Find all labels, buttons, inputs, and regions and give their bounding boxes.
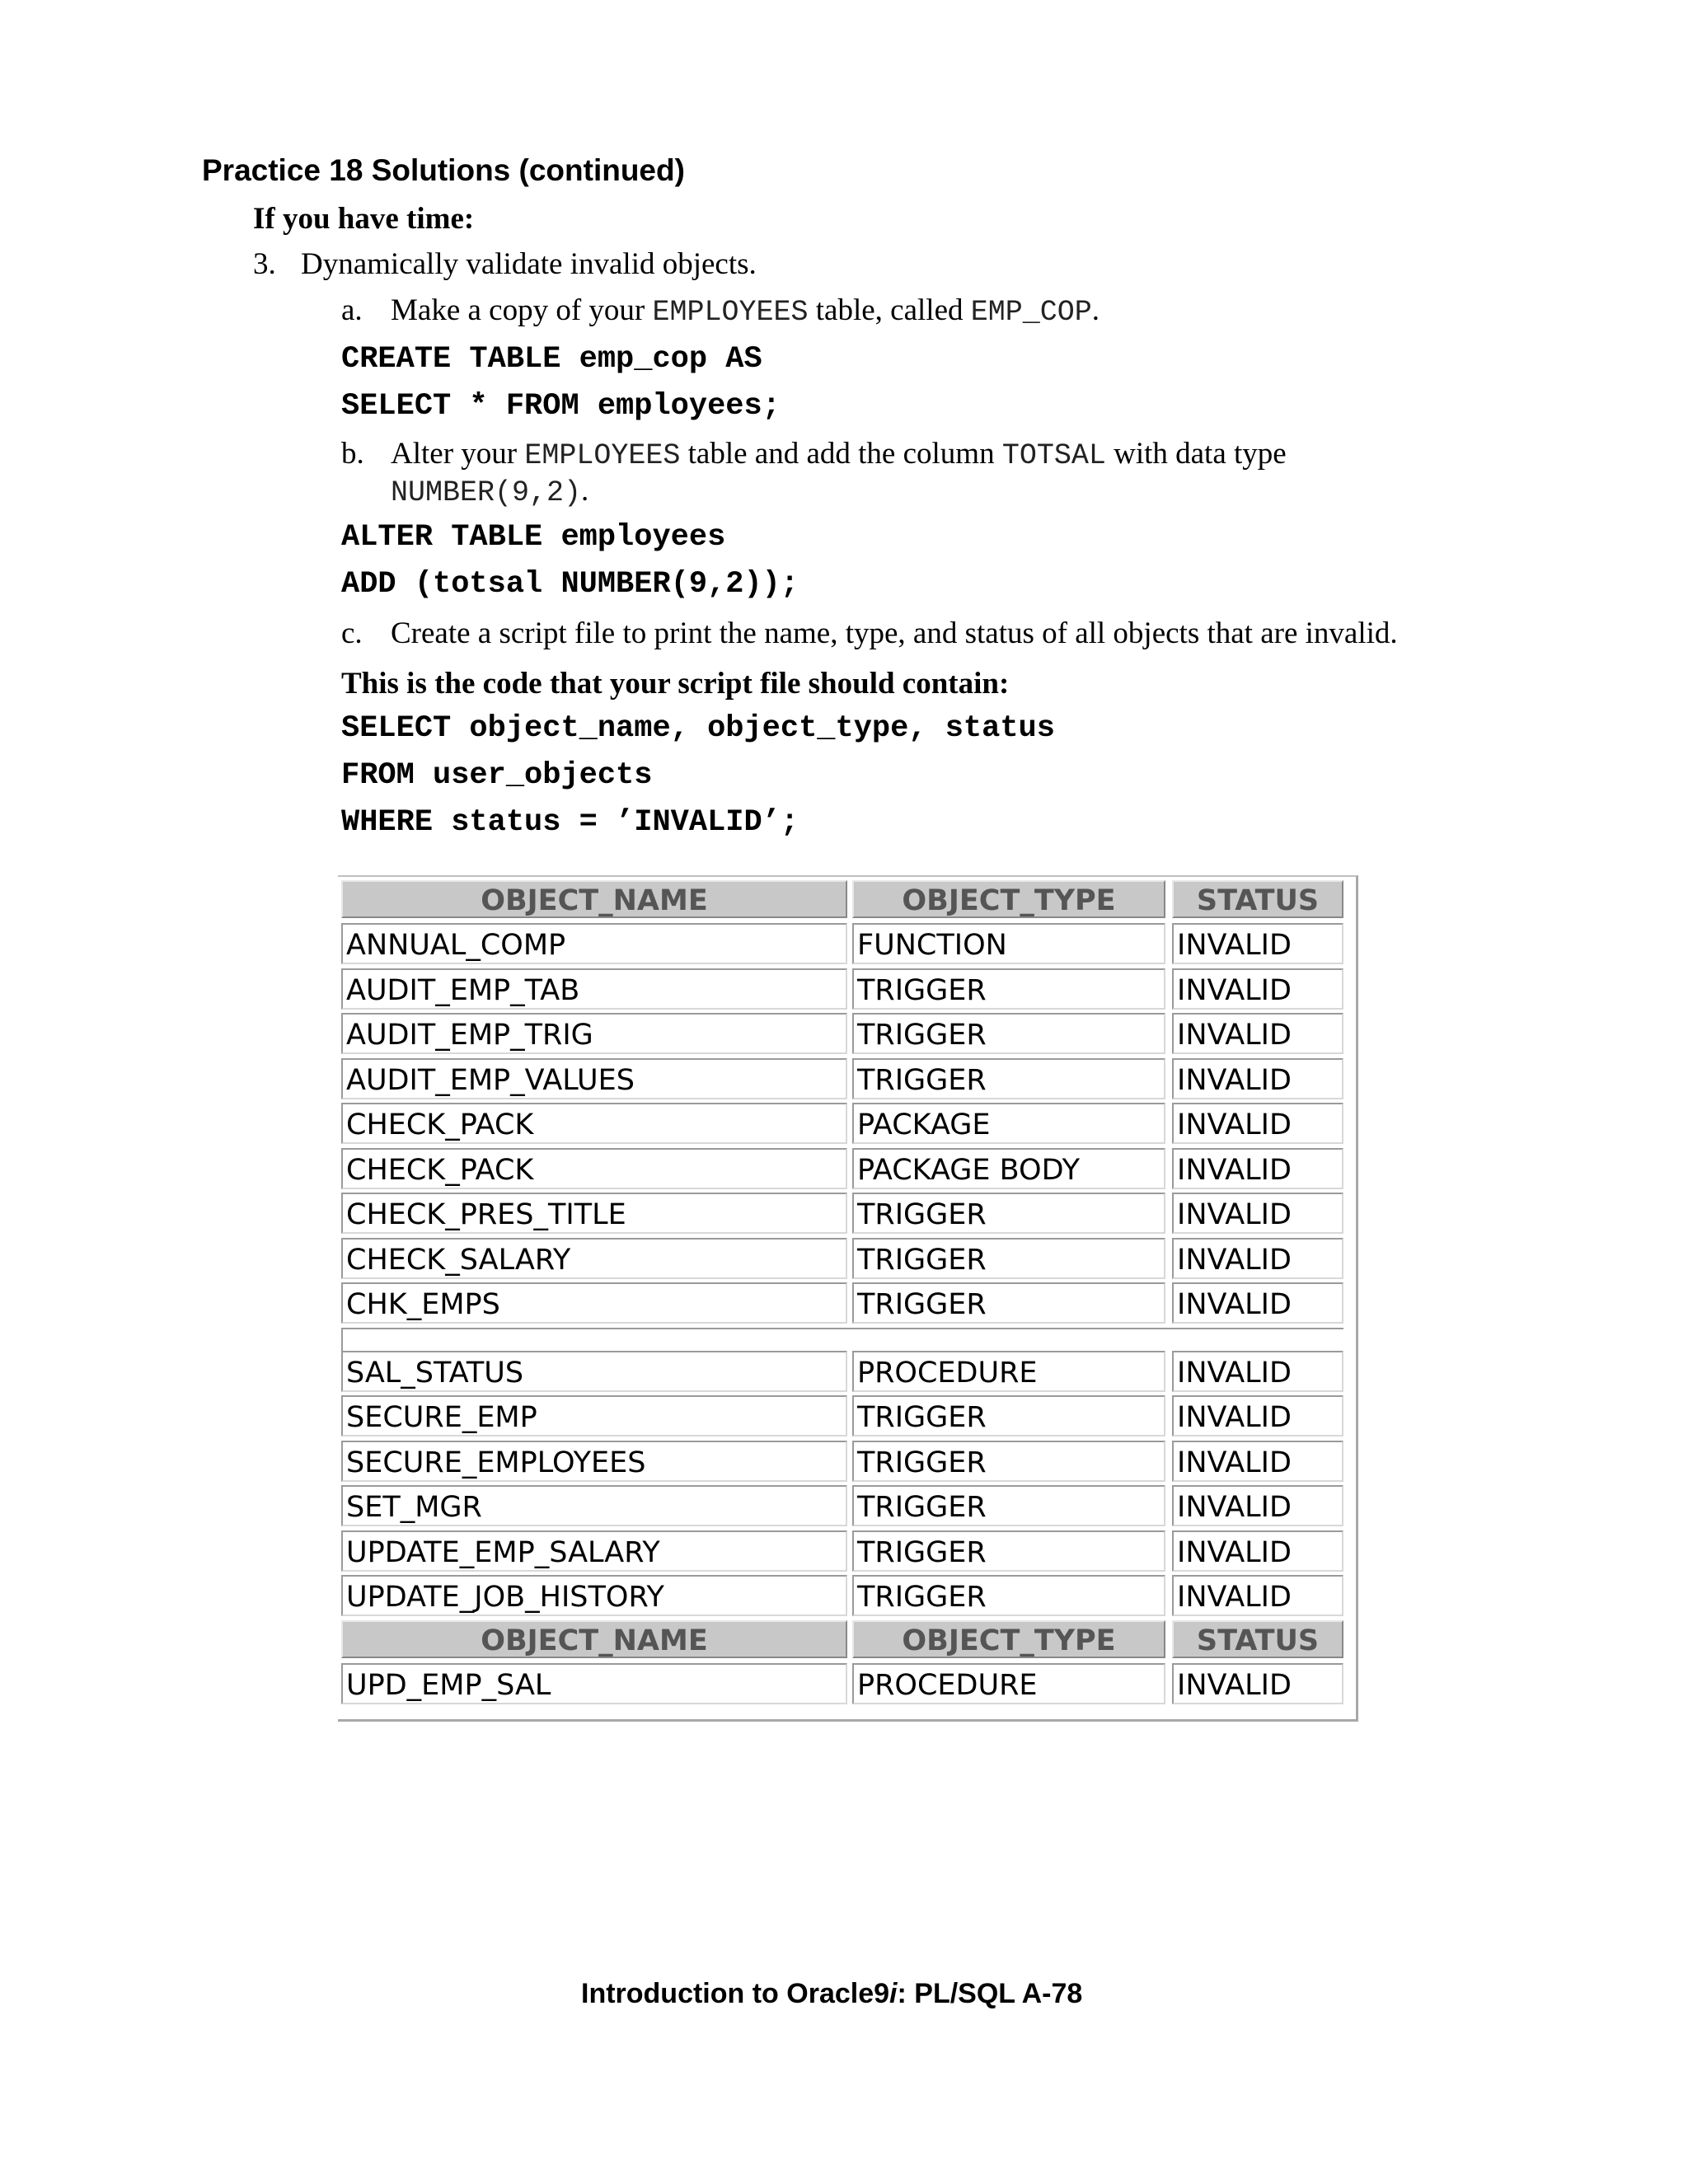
header-object-type: OBJECT_TYPE [852,1620,1165,1658]
cell-object-name: CHECK_PRES_TITLE [341,1193,847,1234]
cell-object-name: SAL_STATUS [341,1351,847,1392]
cell-status: INVALID [1172,1193,1343,1234]
step-b-code-employees: EMPLOYEES [524,439,681,472]
step-b-code-number: NUMBER(9,2) [391,476,582,509]
cell-object-name: AUDIT_EMP_TRIG [341,1013,847,1054]
cell-object-type: TRIGGER [852,968,1165,1010]
cell-object-name: SECURE_EMP [341,1395,847,1436]
cell-status: INVALID [1172,923,1343,964]
cell-object-name: UPDATE_EMP_SALARY [341,1530,847,1572]
result-table [338,875,1358,1722]
cell-object-name: CHECK_PACK [341,1148,847,1189]
step-a-label: a. [341,293,363,327]
cell-object-type: TRIGGER [852,1530,1165,1572]
cell-object-type: PACKAGE [852,1103,1165,1144]
cell-object-name: CHK_EMPS [341,1282,847,1324]
code-line: SELECT * FROM employees; [341,389,781,424]
cell-status: INVALID [1172,1530,1343,1572]
cell-object-name: CHECK_SALARY [341,1238,847,1279]
cell-object-name: AUDIT_EMP_TAB [341,968,847,1010]
step-b-text-1: Alter your [391,437,525,471]
cell-object-type: TRIGGER [852,1485,1165,1526]
code-line: WHERE status = ’INVALID’; [341,805,799,840]
cell-object-name: UPDATE_JOB_HISTORY [341,1575,847,1616]
code-line: ALTER TABLE employees [341,520,726,555]
step-a-text [391,295,1100,328]
step-b-text [391,438,1287,471]
item-3-text: Dynamically validate invalid objects. [301,247,757,281]
cell-status: INVALID [1172,1282,1343,1324]
cell-object-type: TRIGGER [852,1013,1165,1054]
cell-object-name: AUDIT_EMP_VALUES [341,1058,847,1099]
item-3-number: 3. [253,247,276,281]
cell-object-type: TRIGGER [852,1238,1165,1279]
cell-object-name: CHECK_PACK [341,1103,847,1144]
cell-object-name: UPD_EMP_SAL [341,1663,847,1704]
cell-status: INVALID [1172,1663,1343,1704]
cell-status: INVALID [1172,1148,1343,1189]
step-c-text: Create a script file to print the name, type, and status of all objects that are invalid. [391,616,1398,650]
cropped-row [341,1328,1343,1352]
step-a-text-3: . [1091,293,1100,327]
footer-text-pre: Introduction to Oracle9 [581,1978,890,2009]
if-you-have-time-label: If you have time: [253,202,475,236]
step-b-text-3: with data type [1105,437,1287,471]
step-b-text-cont [391,476,588,509]
step-a-text-1: Make a copy of your [391,293,653,327]
cell-object-type: PROCEDURE [852,1351,1165,1392]
cell-status: INVALID [1172,1395,1343,1436]
cell-object-name: SET_MGR [341,1485,847,1526]
cell-object-type: TRIGGER [852,1193,1165,1234]
cell-status: INVALID [1172,1103,1343,1144]
cell-object-type: PROCEDURE [852,1663,1165,1704]
header-status: STATUS [1172,1620,1343,1658]
step-b-label: b. [341,437,364,471]
cell-object-type: TRIGGER [852,1575,1165,1616]
step-c-note: This is the code that your script file should contain: [341,667,1010,701]
cell-object-name: ANNUAL_COMP [341,923,847,964]
cell-object-name: SECURE_EMPLOYEES [341,1441,847,1482]
cell-object-type: TRIGGER [852,1282,1165,1324]
step-b-text-4: . [581,474,589,508]
code-line: ADD (totsal NUMBER(9,2)); [341,567,799,602]
page-footer [581,1978,1082,2010]
header-object-type: OBJECT_TYPE [852,880,1165,918]
cell-status: INVALID [1172,1485,1343,1526]
cell-object-type: FUNCTION [852,923,1165,964]
cell-status: INVALID [1172,1238,1343,1279]
cell-object-type: PACKAGE BODY [852,1148,1165,1189]
step-a-code-emp-cop: EMP_COP [970,296,1092,329]
header-object-name: OBJECT_NAME [341,1620,847,1658]
step-b-code-totsal: TOTSAL [1001,439,1106,472]
step-b-text-2: table and add the column [680,437,1002,471]
header-status: STATUS [1172,880,1343,918]
cell-status: INVALID [1172,1441,1343,1482]
step-a-text-2: table, called [808,293,971,327]
cell-object-type: TRIGGER [852,1395,1165,1436]
code-line: FROM user_objects [341,758,653,793]
cell-status: INVALID [1172,1058,1343,1099]
cell-status: INVALID [1172,1351,1343,1392]
step-a-code-employees: EMPLOYEES [652,296,809,329]
header-object-name: OBJECT_NAME [341,880,847,918]
cell-object-type: TRIGGER [852,1058,1165,1099]
step-c-label: c. [341,616,363,650]
cell-object-type: TRIGGER [852,1441,1165,1482]
code-line: SELECT object_name, object_type, status [341,711,1055,746]
cell-status: INVALID [1172,1013,1343,1054]
footer-text-italic: i [889,1978,898,2009]
footer-text-post: : PL/SQL A-78 [897,1978,1083,2009]
code-line: CREATE TABLE emp_cop AS [341,342,762,377]
page-heading: Practice 18 Solutions (continued) [202,153,685,187]
cell-status: INVALID [1172,968,1343,1010]
cell-status: INVALID [1172,1575,1343,1616]
